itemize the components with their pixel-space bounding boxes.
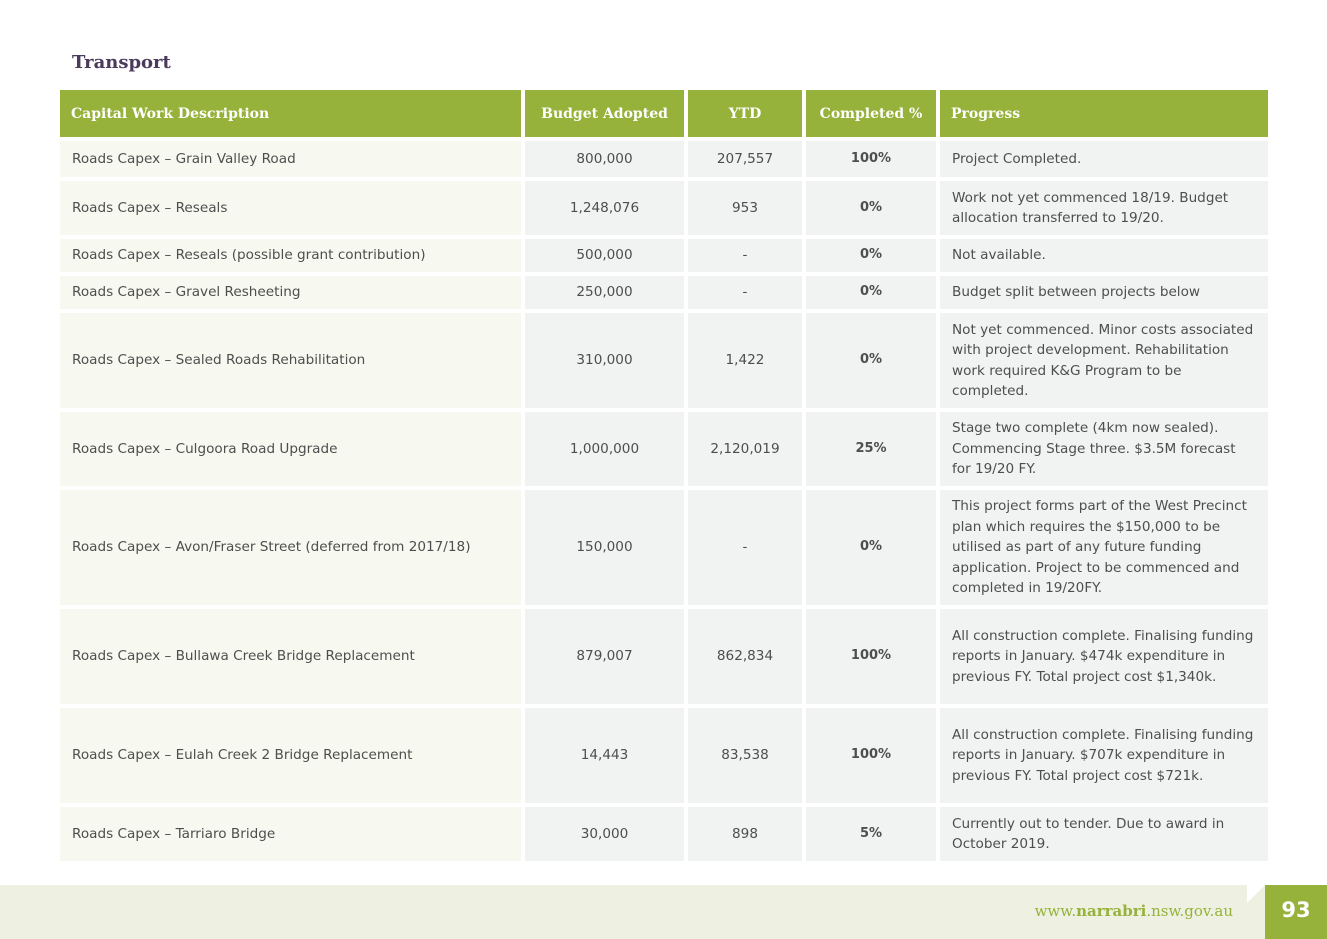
table-row <box>60 807 1268 861</box>
cell-description: Roads Capex – Eulah Creek 2 Bridge Replacement <box>60 708 521 803</box>
cell-budget: 500,000 <box>525 239 684 272</box>
cell-progress: All construction complete. Finalising funding reports in January. $474k expenditure in previous FY. Total project cost $1,340k. <box>940 609 1268 704</box>
header-completed: Completed % <box>806 90 936 137</box>
page-tab-notch <box>1247 885 1265 903</box>
cell-completed: 0% <box>806 313 936 408</box>
cell-progress: Budget split between projects below <box>940 276 1268 309</box>
cell-description: Roads Capex – Avon/Fraser Street (deferred from 2017/18) <box>60 490 521 605</box>
table-row <box>60 276 1268 309</box>
cell-ytd: 898 <box>688 807 802 861</box>
table-row <box>60 313 1268 408</box>
cell-progress: Work not yet commenced 18/19. Budget allocation transferred to 19/20. <box>940 181 1268 235</box>
table-row <box>60 239 1268 272</box>
cell-budget: 14,443 <box>525 708 684 803</box>
cell-description: Roads Capex – Reseals <box>60 181 521 235</box>
cell-ytd: 83,538 <box>688 708 802 803</box>
page-number: 93 <box>1281 898 1311 922</box>
url-prefix: www. <box>1034 902 1077 920</box>
cell-ytd: - <box>688 276 802 309</box>
cell-description: Roads Capex – Culgoora Road Upgrade <box>60 412 521 486</box>
table-header-row <box>60 90 1268 137</box>
cell-completed: 0% <box>806 276 936 309</box>
header-budget: Budget Adopted <box>525 90 684 137</box>
cell-progress: Not yet commenced. Minor costs associated with project development. Rehabilitation work required K&G Program to be completed. <box>940 313 1268 408</box>
cell-ytd: 207,557 <box>688 141 802 177</box>
cell-budget: 30,000 <box>525 807 684 861</box>
cell-description: Roads Capex – Grain Valley Road <box>60 141 521 177</box>
cell-completed: 5% <box>806 807 936 861</box>
cell-completed: 0% <box>806 490 936 605</box>
cell-completed: 100% <box>806 141 936 177</box>
cell-ytd: - <box>688 490 802 605</box>
url-suffix: .nsw.gov.au <box>1146 902 1233 920</box>
cell-progress: Currently out to tender. Due to award in October 2019. <box>940 807 1268 861</box>
capital-works-table <box>56 86 1272 865</box>
table-row <box>60 609 1268 704</box>
cell-ytd: - <box>688 239 802 272</box>
table-row <box>60 181 1268 235</box>
cell-description: Roads Capex – Bullawa Creek Bridge Replacement <box>60 609 521 704</box>
cell-budget: 879,007 <box>525 609 684 704</box>
cell-ytd: 1,422 <box>688 313 802 408</box>
cell-progress: This project forms part of the West Precinct plan which requires the $150,000 to be utilised as part of any future funding application. Project to be commenced and completed in 19/20FY. <box>940 490 1268 605</box>
cell-completed: 100% <box>806 609 936 704</box>
table-row <box>60 490 1268 605</box>
cell-description: Roads Capex – Tarriaro Bridge <box>60 807 521 861</box>
website-link[interactable] <box>1035 902 1233 920</box>
cell-completed: 0% <box>806 181 936 235</box>
cell-completed: 25% <box>806 412 936 486</box>
cell-description: Roads Capex – Gravel Resheeting <box>60 276 521 309</box>
cell-progress: Project Completed. <box>940 141 1268 177</box>
cell-budget: 800,000 <box>525 141 684 177</box>
cell-ytd: 953 <box>688 181 802 235</box>
cell-budget: 310,000 <box>525 313 684 408</box>
cell-progress: All construction complete. Finalising funding reports in January. $707k expenditure in previous FY. Total project cost $721k. <box>940 708 1268 803</box>
table-row <box>60 412 1268 486</box>
cell-progress: Stage two complete (4km now sealed). Commencing Stage three. $3.5M forecast for 19/20 FY. <box>940 412 1268 486</box>
cell-budget: 1,248,076 <box>525 181 684 235</box>
url-bold: narrabri <box>1076 902 1147 920</box>
cell-description: Roads Capex – Sealed Roads Rehabilitation <box>60 313 521 408</box>
table-row <box>60 141 1268 177</box>
cell-completed: 100% <box>806 708 936 803</box>
cell-ytd: 862,834 <box>688 609 802 704</box>
cell-budget: 250,000 <box>525 276 684 309</box>
section-title: Transport <box>72 52 171 73</box>
cell-ytd: 2,120,019 <box>688 412 802 486</box>
cell-completed: 0% <box>806 239 936 272</box>
cell-progress: Not available. <box>940 239 1268 272</box>
cell-description: Roads Capex – Reseals (possible grant contribution) <box>60 239 521 272</box>
cell-budget: 150,000 <box>525 490 684 605</box>
header-ytd: YTD <box>688 90 802 137</box>
cell-budget: 1,000,000 <box>525 412 684 486</box>
header-progress: Progress <box>940 90 1268 137</box>
header-description: Capital Work Description <box>60 90 521 137</box>
table-row <box>60 708 1268 803</box>
